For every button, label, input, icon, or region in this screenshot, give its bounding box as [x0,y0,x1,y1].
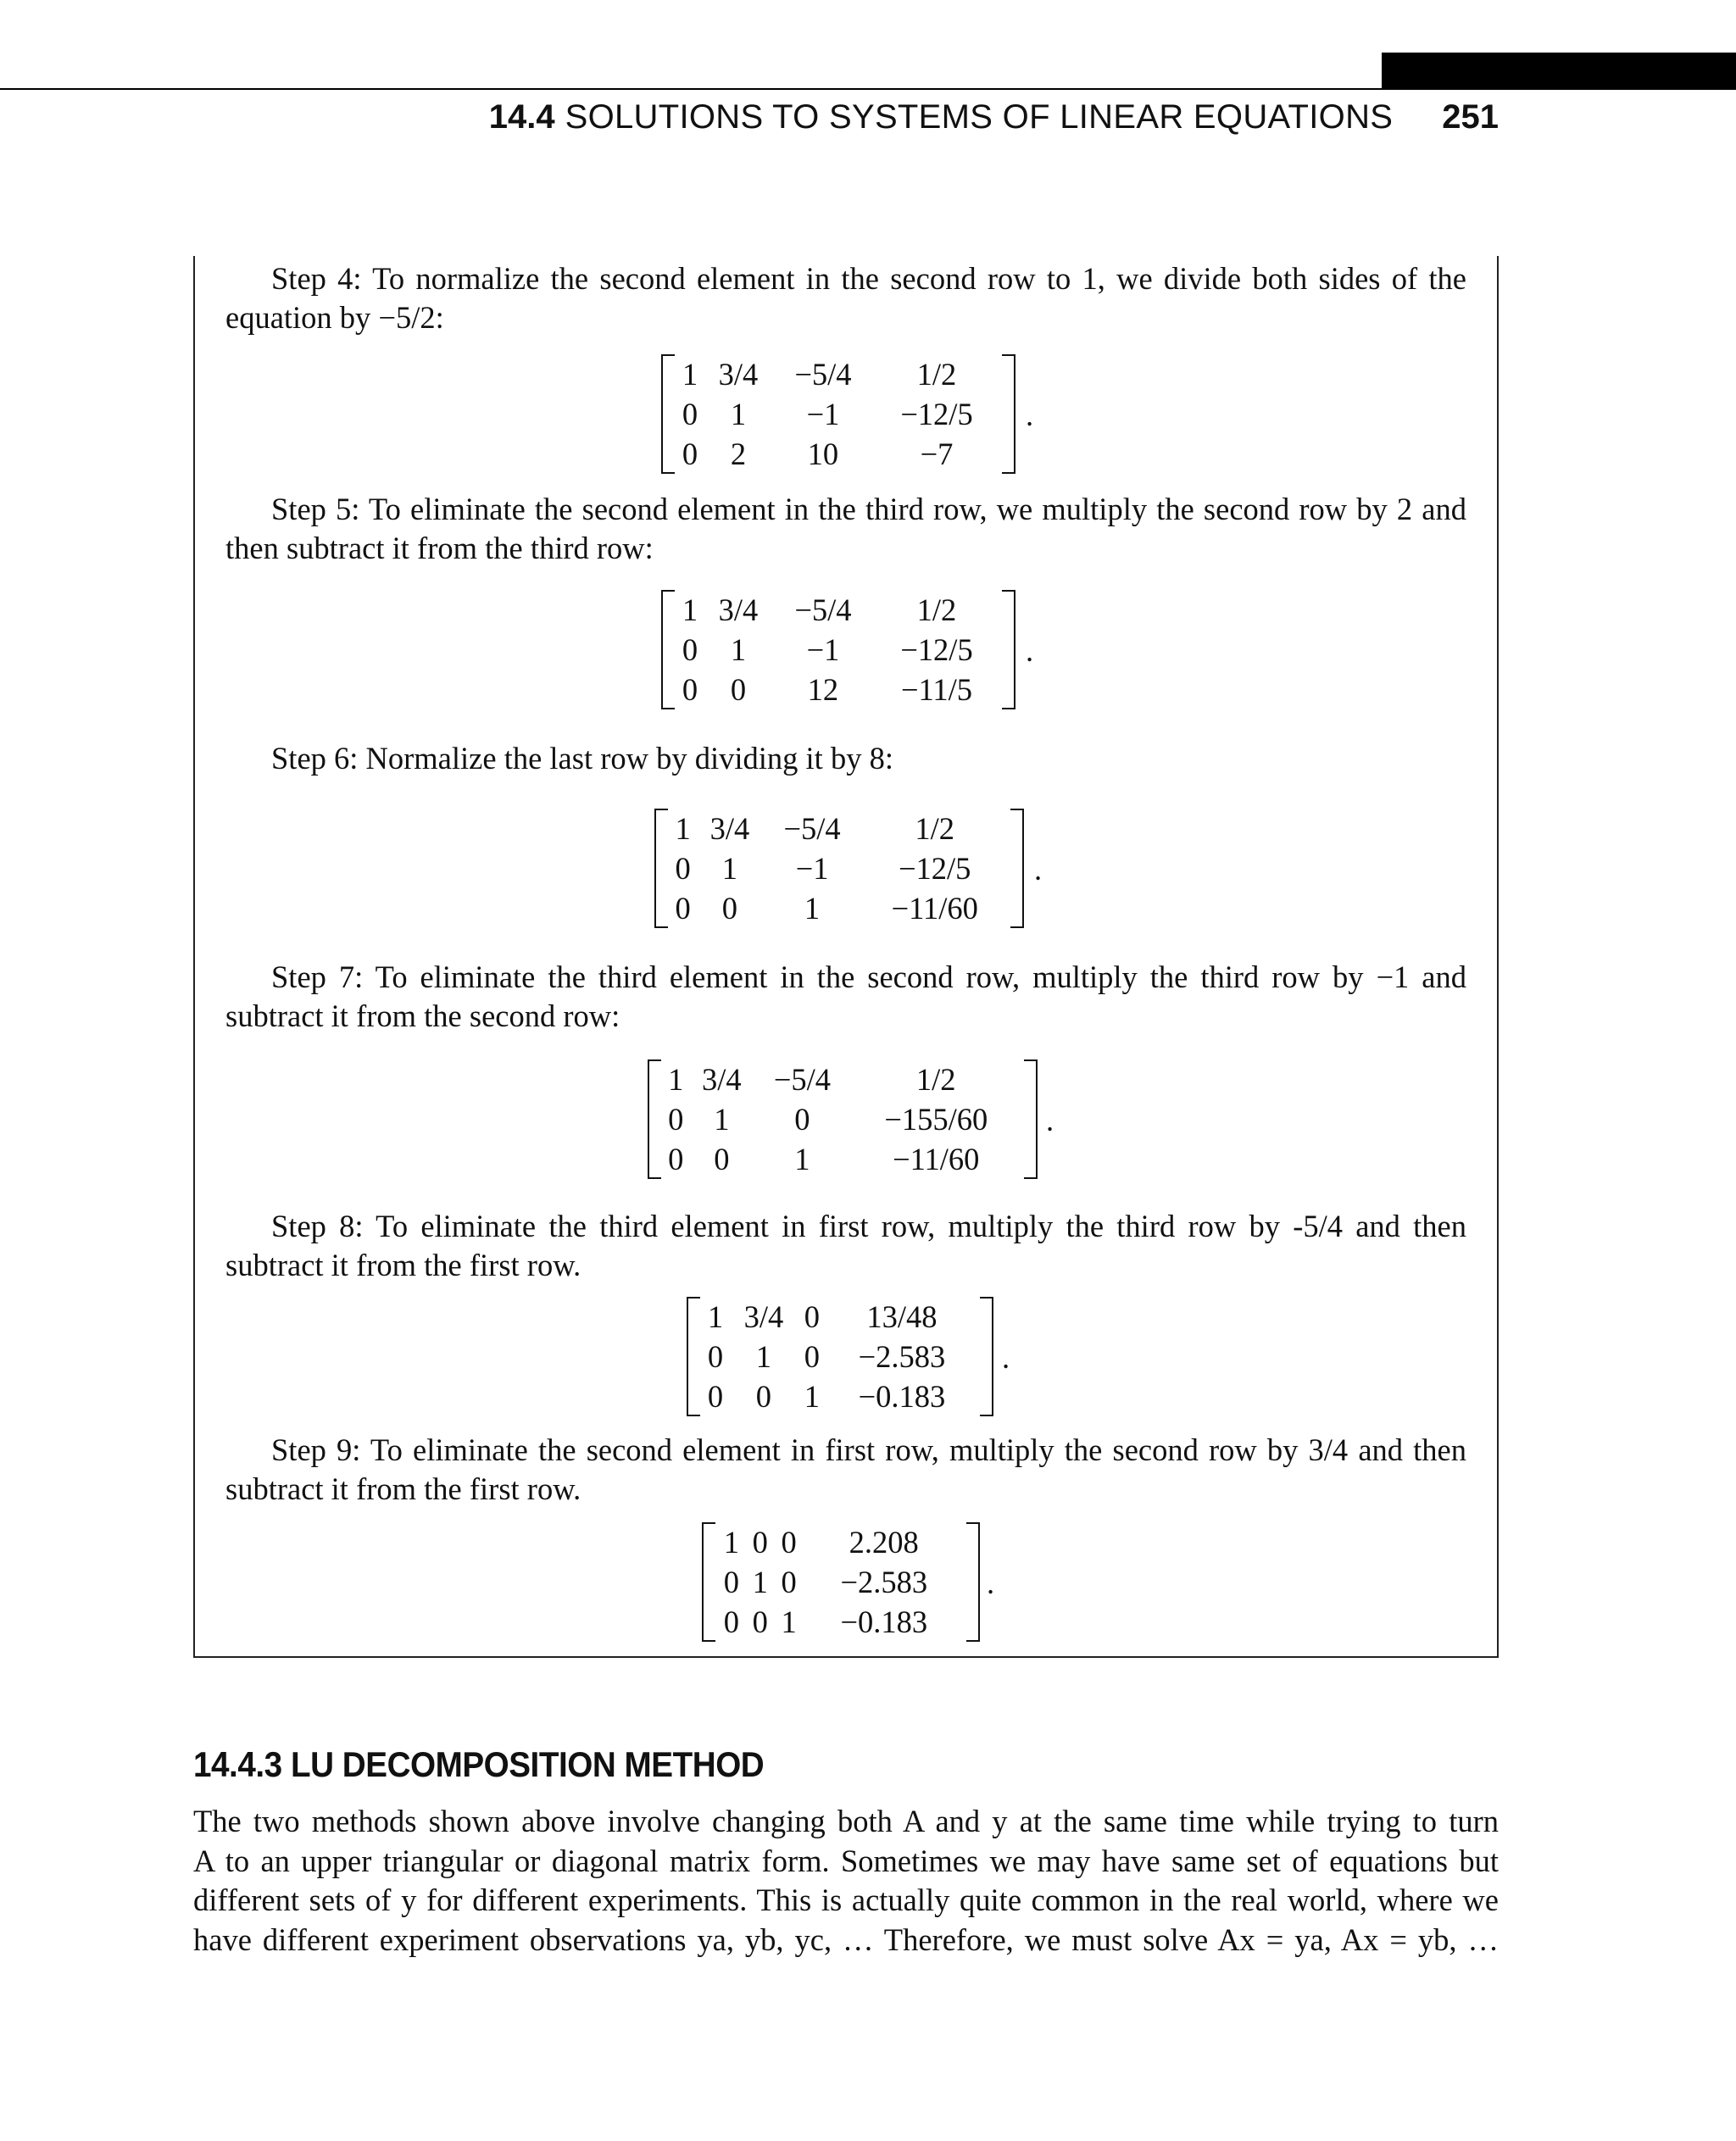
matrix-cell: −11/5 [900,672,973,707]
matrix-table [676,354,1000,474]
matrix-table [702,1297,978,1416]
matrix-cell: −12/5 [900,397,973,431]
matrix-cell: 0 [752,1525,768,1560]
step-6-text: Step 6: Normalize the last row by dividing it by 8: [271,741,893,776]
matrix-cell: 0 [781,1525,797,1560]
matrix-cell: 0 [675,851,691,886]
matrix-cell: 1 [714,1102,730,1137]
matrix-row [702,1297,978,1337]
matrix-cell: 10 [807,437,839,471]
matrix-row [676,670,1000,709]
right-bracket [1002,590,1015,709]
matrix-row [676,630,1000,670]
matrix-cell: −0.183 [840,1604,928,1639]
matrix-cell: −2.583 [840,1565,928,1599]
matrix-cell: 1 [781,1604,797,1639]
matrix-table [670,809,1009,928]
matrix-cell: −5/4 [794,357,852,392]
matrix-cell: −7 [920,437,954,471]
matrix-cell: 1 [804,1379,820,1414]
matrix-cell: 1/2 [915,1062,956,1097]
matrix-row [676,354,1000,394]
matrix-cell: −5/4 [794,592,852,627]
matrix-period: . [1026,633,1034,668]
section-number: 14.4 [488,98,555,136]
matrix-cell: 1 [723,1525,740,1560]
matrix-cell: 1 [730,632,747,667]
matrix-cell: 1 [682,592,698,627]
matrix-cell: 1 [794,1142,810,1176]
matrix-cell: 0 [781,1565,797,1599]
matrix-cell: 0 [794,1102,810,1137]
matrix-period: . [1034,852,1043,887]
matrix-cell: 0 [675,891,691,926]
matrix-cell: 1 [804,891,821,926]
matrix-cell: 1 [755,1339,772,1374]
matrix-row [717,1602,965,1642]
matrix-cell: 0 [752,1604,768,1639]
matrix-cell: 0 [682,632,698,667]
matrix-row [670,848,1009,888]
matrix-cell: 2.208 [849,1525,919,1560]
matrix-cell: 0 [668,1102,684,1137]
matrix-cell: −12/5 [900,632,973,667]
lu-line-3: different sets of y for different experiments. This is actually quite common in the real world, where we [193,1882,1499,1917]
matrix-cell: 0 [707,1379,724,1414]
matrix-row [702,1337,978,1376]
right-bracket [1010,809,1024,928]
matrix-row [663,1139,1022,1179]
right-bracket [966,1522,980,1642]
section-title: SOLUTIONS TO SYSTEMS OF LINEAR EQUATIONS [565,98,1394,136]
matrix-step-9 [702,1522,980,1642]
matrix-period: . [987,1565,995,1600]
matrix-row [670,809,1009,848]
matrix-cell: 1 [707,1299,724,1334]
matrix-cell: −1 [795,851,829,886]
matrix-cell: 1/2 [916,592,957,627]
matrix-period: . [1046,1103,1054,1137]
left-bracket [648,1059,661,1179]
matrix-cell: 1/2 [915,811,955,846]
step-5-text: Step 5: To eliminate the second element in the third row, we multiply the second row by 2 and then subtract it from the third row: [225,492,1466,565]
matrix-cell: 0 [723,1604,740,1639]
matrix-cell: −2.583 [858,1339,946,1374]
matrix-row [663,1059,1022,1099]
matrix-cell: 12 [807,672,839,707]
matrix-step-5 [661,590,1015,709]
matrix-cell: 0 [730,672,747,707]
matrix-step-4 [661,354,1015,474]
lu-line-2: A to an upper triangular or diagonal matrix form. Sometimes we may have same set of equations but [193,1843,1499,1878]
lu-paragraph [193,1802,1499,1960]
matrix-cell: 1 [682,357,698,392]
matrix-cell: 3/4 [709,811,750,846]
matrix-cell: −1 [806,397,840,431]
matrix-cell: 1 [752,1565,768,1599]
right-bracket [1024,1059,1038,1179]
matrix-cell: 0 [723,1565,740,1599]
matrix-cell: −5/4 [783,811,841,846]
matrix-step-8 [687,1297,993,1416]
matrix-row [717,1522,965,1562]
matrix-cell: −1 [806,632,840,667]
page-number: 251 [1442,98,1499,136]
matrix-cell: −12/5 [898,851,971,886]
matrix-cell: 0 [755,1379,772,1414]
matrix-period: . [1026,398,1034,432]
matrix-row [663,1099,1022,1139]
matrix-cell: −11/60 [891,891,978,926]
matrix-row [717,1562,965,1602]
matrix-cell: 0 [682,437,698,471]
left-bracket [687,1297,700,1416]
header-rule [0,88,1736,90]
matrix-cell: 1/2 [916,357,957,392]
matrix-cell: −0.183 [858,1379,946,1414]
matrix-cell: 1 [730,397,747,431]
matrix-cell: 0 [707,1339,724,1374]
lu-line-4: have different experiment observations ya, yb, yc, … Therefore, we must solve Ax = ya, Ax = yb, … [193,1921,1499,1957]
left-bracket [654,809,668,928]
matrix-row [670,888,1009,928]
right-bracket [980,1297,993,1416]
matrix-row [702,1376,978,1416]
matrix-cell: 3/4 [718,357,759,392]
matrix-cell: 1 [668,1062,684,1097]
matrix-cell: 0 [721,891,738,926]
matrix-cell: 0 [682,397,698,431]
lu-line-1: The two methods shown above involve changing both A and y at the same time while trying to turn [193,1804,1499,1838]
matrix-cell: 3/4 [718,592,759,627]
matrix-step-6 [654,809,1024,928]
matrix-table [676,590,1000,709]
matrix-cell: −5/4 [773,1062,831,1097]
matrix-step-7 [648,1059,1038,1179]
matrix-period: . [1002,1340,1010,1375]
matrix-cell: 2 [730,437,747,471]
step-8-text: Step 8: To eliminate the third element in first row, multiply the third row by -5/4 and then subtract it from the first row. [225,1209,1466,1282]
matrix-cell: −155/60 [884,1102,988,1137]
matrix-cell: 1 [721,851,738,886]
matrix-cell: −11/60 [893,1142,980,1176]
matrix-cell: 13/48 [866,1299,938,1334]
matrix-cell: 0 [804,1339,820,1374]
right-bracket [1002,354,1015,474]
matrix-cell: 0 [804,1299,820,1334]
left-bracket [661,354,675,474]
running-head [0,92,1499,142]
matrix-cell: 1 [675,811,691,846]
matrix-table [717,1522,965,1642]
matrix-row [676,590,1000,630]
matrix-cell: 0 [668,1142,684,1176]
matrix-cell: 0 [682,672,698,707]
matrix-table [663,1059,1022,1179]
matrix-row [676,434,1000,474]
matrix-cell: 3/4 [743,1299,784,1334]
matrix-row [676,394,1000,434]
step-7-text: Step 7: To eliminate the third element in the second row, multiply the third row by −1 and subtract it from the second row: [225,959,1466,1033]
step-4-text: Step 4: To normalize the second element in the second row to 1, we divide both sides of the equation by −5/2: [225,261,1466,335]
section-heading-lu: 14.4.3 LU DECOMPOSITION METHOD [193,1744,765,1784]
matrix-cell: 0 [714,1142,730,1176]
left-bracket [702,1522,715,1642]
step-9-text: Step 9: To eliminate the second element in first row, multiply the second row by 3/4 and then subtract it from the first row. [225,1432,1466,1506]
header-black-bar [1382,53,1736,90]
matrix-cell: 3/4 [702,1062,742,1097]
left-bracket [661,590,675,709]
